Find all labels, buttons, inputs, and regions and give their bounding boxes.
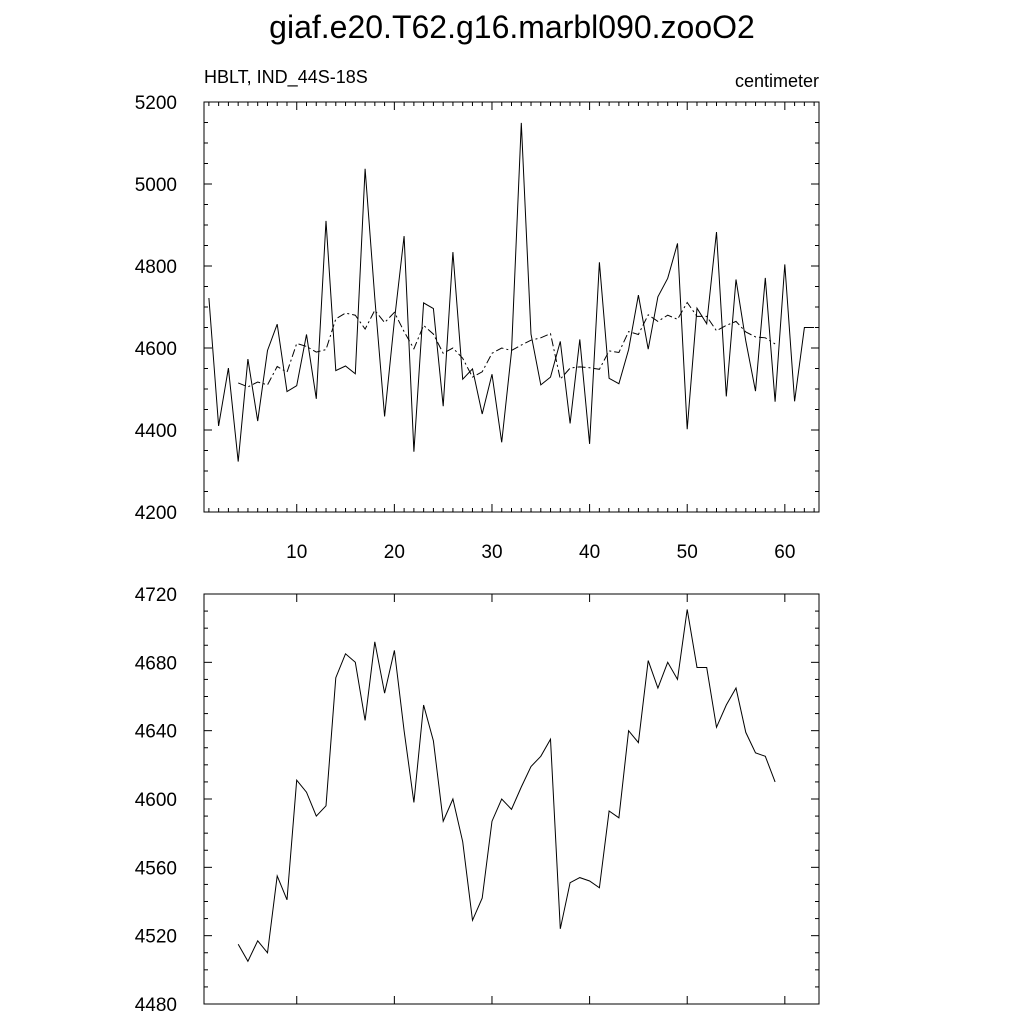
x-tick-label: 40 [579,542,601,563]
series-line-0 [238,609,775,961]
x-tick-label: 30 [481,542,503,563]
y-tick-label: 4480 [134,995,177,1016]
x-tick-label: 20 [383,542,405,563]
bottom-panel [135,585,819,1016]
top-panel-left-label: HBLT, IND_44S-18S [204,67,368,87]
x-tick-label: 60 [774,542,796,563]
top-panel-frame [204,102,819,512]
top-panel-units-label: centimeter [734,71,819,91]
y-tick-label: 4800 [134,257,177,278]
y-tick-label: 4200 [134,503,177,524]
x-tick-label: 10 [286,542,308,563]
y-tick-label: 4680 [134,653,177,675]
top-panel [135,67,819,563]
bottom-panel-frame [204,594,819,1004]
figure-title: giaf.e20.T62.g16.marbl090.zooO2 [269,9,755,45]
y-tick-label: 5200 [134,93,177,114]
series-line-0 [209,123,814,462]
y-tick-label: 4640 [134,721,177,743]
y-tick-label: 4600 [134,790,177,811]
series-line-1 [238,303,775,387]
y-tick-label: 4600 [134,339,177,360]
y-tick-label: 4400 [134,421,177,442]
y-tick-label: 4560 [134,858,177,880]
y-tick-label: 5000 [134,175,177,196]
y-tick-label: 4520 [134,926,177,948]
y-tick-label: 4720 [134,585,177,606]
x-tick-label: 50 [676,542,698,563]
